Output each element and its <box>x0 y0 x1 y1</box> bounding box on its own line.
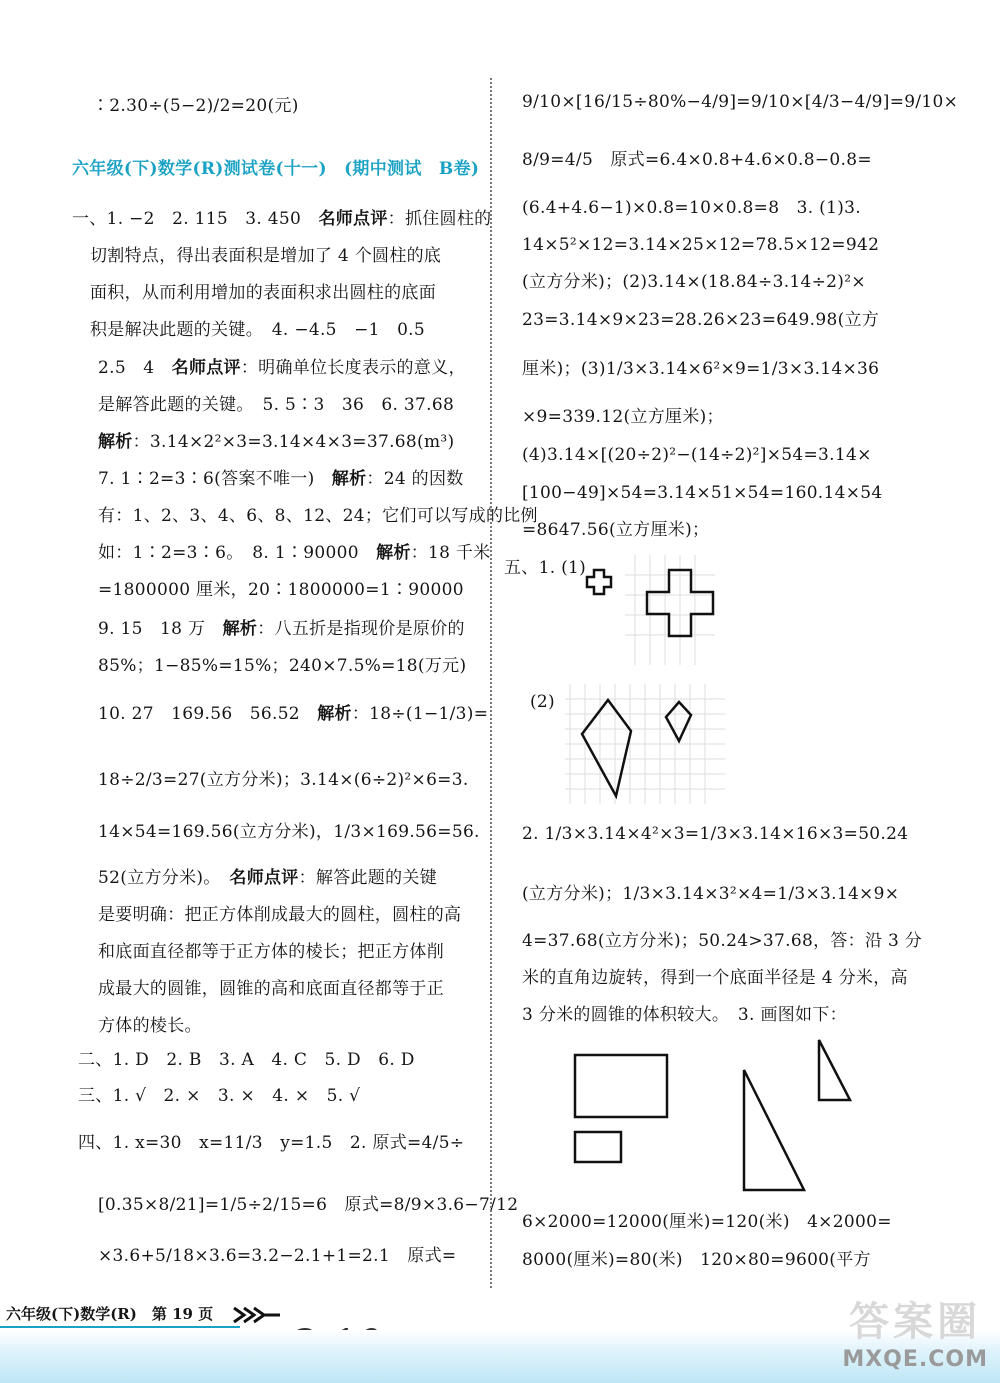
answer-text: ：3.14×2²×3=3.14×4×3=37.68(m³) <box>132 432 455 452</box>
text-line: (立方分米)；1/3×3.14×3²×4=1/3×3.14×9× <box>522 884 900 904</box>
comment-label: 名师点评 <box>318 209 388 229</box>
text-line: 厘米)；(3)1/3×3.14×6²×9=1/3×3.14×36 <box>522 359 880 379</box>
text-line: 成最大的圆锥，圆锥的高和底面直径都等于正 <box>98 979 444 999</box>
analysis-label: 解析 <box>331 469 367 489</box>
text-line: 和底面直径都等于正方体的棱长；把正方体削 <box>98 942 444 962</box>
text-line: 面积，从而利用增加的表面积求出圆柱的底面 <box>90 283 436 303</box>
text-line <box>98 702 488 726</box>
page-footer <box>0 1300 290 1328</box>
answer-text: ：抓住圆柱的 <box>387 209 492 229</box>
answer-text: ：解答此题的关键 <box>298 868 438 888</box>
text-line: ∶2.30÷(5−2)/2=20(元) <box>92 96 299 116</box>
column-divider <box>490 78 492 1288</box>
text-line: 8/9=4/5 原式=6.4×0.8+4.6×0.8−0.8= <box>522 150 872 170</box>
answer-text: 一、1. −2 2. 115 3. 450 <box>72 209 319 229</box>
answer-text: 10. 27 169.56 56.52 <box>98 704 318 724</box>
text-line: [100−49]×54=3.14×51×54=160.14×54 <box>522 483 883 503</box>
double-arrow-icon <box>232 1304 282 1326</box>
text-line: =1800000 厘米，20∶1800000=1∶90000 <box>98 580 464 600</box>
analysis-label: 解析 <box>376 543 411 563</box>
text-line: 3 分米的圆锥的体积较大。 3. 画图如下： <box>522 1005 847 1025</box>
text-line: 是解答此题的关键。 5. 5∶3 36 6. 37.68 <box>98 395 455 415</box>
analysis-label: 解析 <box>222 619 258 639</box>
watermark <box>842 1290 988 1372</box>
footer-underline <box>0 1326 240 1328</box>
answer-text: 52(立方分米)。 <box>98 868 230 888</box>
text-line: 米的直角边旋转，得到一个底面半径是 4 分米，高 <box>522 968 908 988</box>
large-triangle <box>744 1070 804 1190</box>
analysis-label: 解析 <box>317 704 352 724</box>
answer-text: 如：1∶2=3∶6。 8. 1∶90000 <box>98 543 377 563</box>
text-line <box>98 467 464 491</box>
analysis-label: 解析 <box>98 432 133 452</box>
answer-text: ：18 千米 <box>410 543 491 563</box>
grid-lines <box>565 684 725 804</box>
small-kite <box>666 702 691 741</box>
footer-label: 六年级(下)数学(R) 第 19 页 <box>6 1305 214 1323</box>
text-line: (4)3.14×[(20÷2)²−(14÷2)²]×54=3.14× <box>522 445 872 465</box>
text-line <box>98 541 491 565</box>
text-line <box>72 207 491 231</box>
text-line: 9/10×[16/15÷80%−4/9]=9/10×[4/3−4/9]=9/10× <box>522 92 959 112</box>
text-line: ×9=339.12(立方厘米)； <box>522 407 724 427</box>
watermark-logo: 答案圈 <box>849 1299 982 1345</box>
text-line: 14×5²×12=3.14×25×12=78.5×12=942 <box>522 235 880 255</box>
text-line <box>98 617 465 641</box>
watermark-url: MXQE.COM <box>842 1347 988 1372</box>
text-line: 五、1. (1) <box>504 558 587 578</box>
kite-figures <box>565 684 725 804</box>
small-cross <box>587 570 611 594</box>
text-line: 方体的棱长。 <box>98 1016 202 1036</box>
text-line: 14×54=169.56(立方分米)，1/3×169.56=56. <box>98 822 480 842</box>
text-line: 23=3.14×9×23=28.26×23=649.98(立方 <box>522 310 880 330</box>
comment-label: 名师点评 <box>171 358 241 378</box>
text-line: 6×2000=12000(厘米)=120(米) 4×2000= <box>522 1212 892 1232</box>
section-title: 六年级(下)数学(R)测试卷(十一) (期中测试 B卷) <box>72 159 480 179</box>
text-line: 三、1. √ 2. × 3. × 4. × 5. √ <box>78 1086 361 1106</box>
answer-text: ：明确单位长度表示的意义， <box>240 358 466 378</box>
text-line <box>98 356 466 380</box>
text-line <box>98 866 437 890</box>
text-line: [0.35×8/21]=1/5÷2/15=6 原式=8/9×3.6−7/12 <box>98 1195 519 1215</box>
drawing-figures <box>568 1035 858 1195</box>
answer-text: 9. 15 18 万 <box>98 619 223 639</box>
text-line: 8000(厘米)=80(米) 120×80=9600(平方 <box>522 1250 871 1270</box>
answer-text: ：八五折是指现价是原价的 <box>257 619 465 639</box>
text-line: 4=37.68(立方分米)；50.24>37.68，答：沿 3 分 <box>522 931 923 951</box>
text-line: 85%；1−85%=15%；240×7.5%=18(万元) <box>98 656 467 676</box>
text-line: 2. 1/3×3.14×4²×3=1/3×3.14×16×3=50.24 <box>522 824 909 844</box>
answer-text: 7. 1∶2=3∶6(答案不唯一) <box>98 469 332 489</box>
large-rectangle <box>575 1055 667 1117</box>
comment-label: 名师点评 <box>229 868 299 888</box>
text-line: 二、1. D 2. B 3. A 4. C 5. D 6. D <box>78 1050 415 1070</box>
text-line: ×3.6+5/18×3.6=3.2−2.1+1=2.1 原式= <box>98 1246 457 1266</box>
answer-text: 2.5 4 <box>98 358 172 378</box>
text-line: (2) <box>530 692 555 712</box>
text-line <box>98 430 454 454</box>
text-line: 18÷2/3=27(立方分米)；3.14×(6÷2)²×6=3. <box>98 770 469 790</box>
text-line: 有：1、2、3、4、6、8、12、24；它们可以写成的比例 <box>98 506 538 526</box>
text-line: 四、1. x=30 x=11/3 y=1.5 2. 原式=4/5÷ <box>78 1133 465 1153</box>
text-line: (6.4+4.6−1)×0.8=10×0.8=8 3. (1)3. <box>522 198 861 218</box>
text-line: 积是解决此题的关键。 4. −4.5 −1 0.5 <box>90 320 425 340</box>
answer-text: ：18÷(1−1/3)= <box>351 704 489 724</box>
text-line: =8647.56(立方厘米)； <box>522 520 710 540</box>
text-line: 切割特点，得出表面积是增加了 4 个圆柱的底 <box>90 246 442 266</box>
small-rectangle <box>575 1132 621 1162</box>
text-line: (立方分米)；(2)3.14×(18.84÷3.14÷2)²× <box>522 272 866 292</box>
answer-text: ：24 的因数 <box>366 469 464 489</box>
small-triangle <box>819 1040 850 1100</box>
text-line: 是要明确：把正方体削成最大的圆柱，圆柱的高 <box>98 905 462 925</box>
cross-figures <box>575 555 715 665</box>
